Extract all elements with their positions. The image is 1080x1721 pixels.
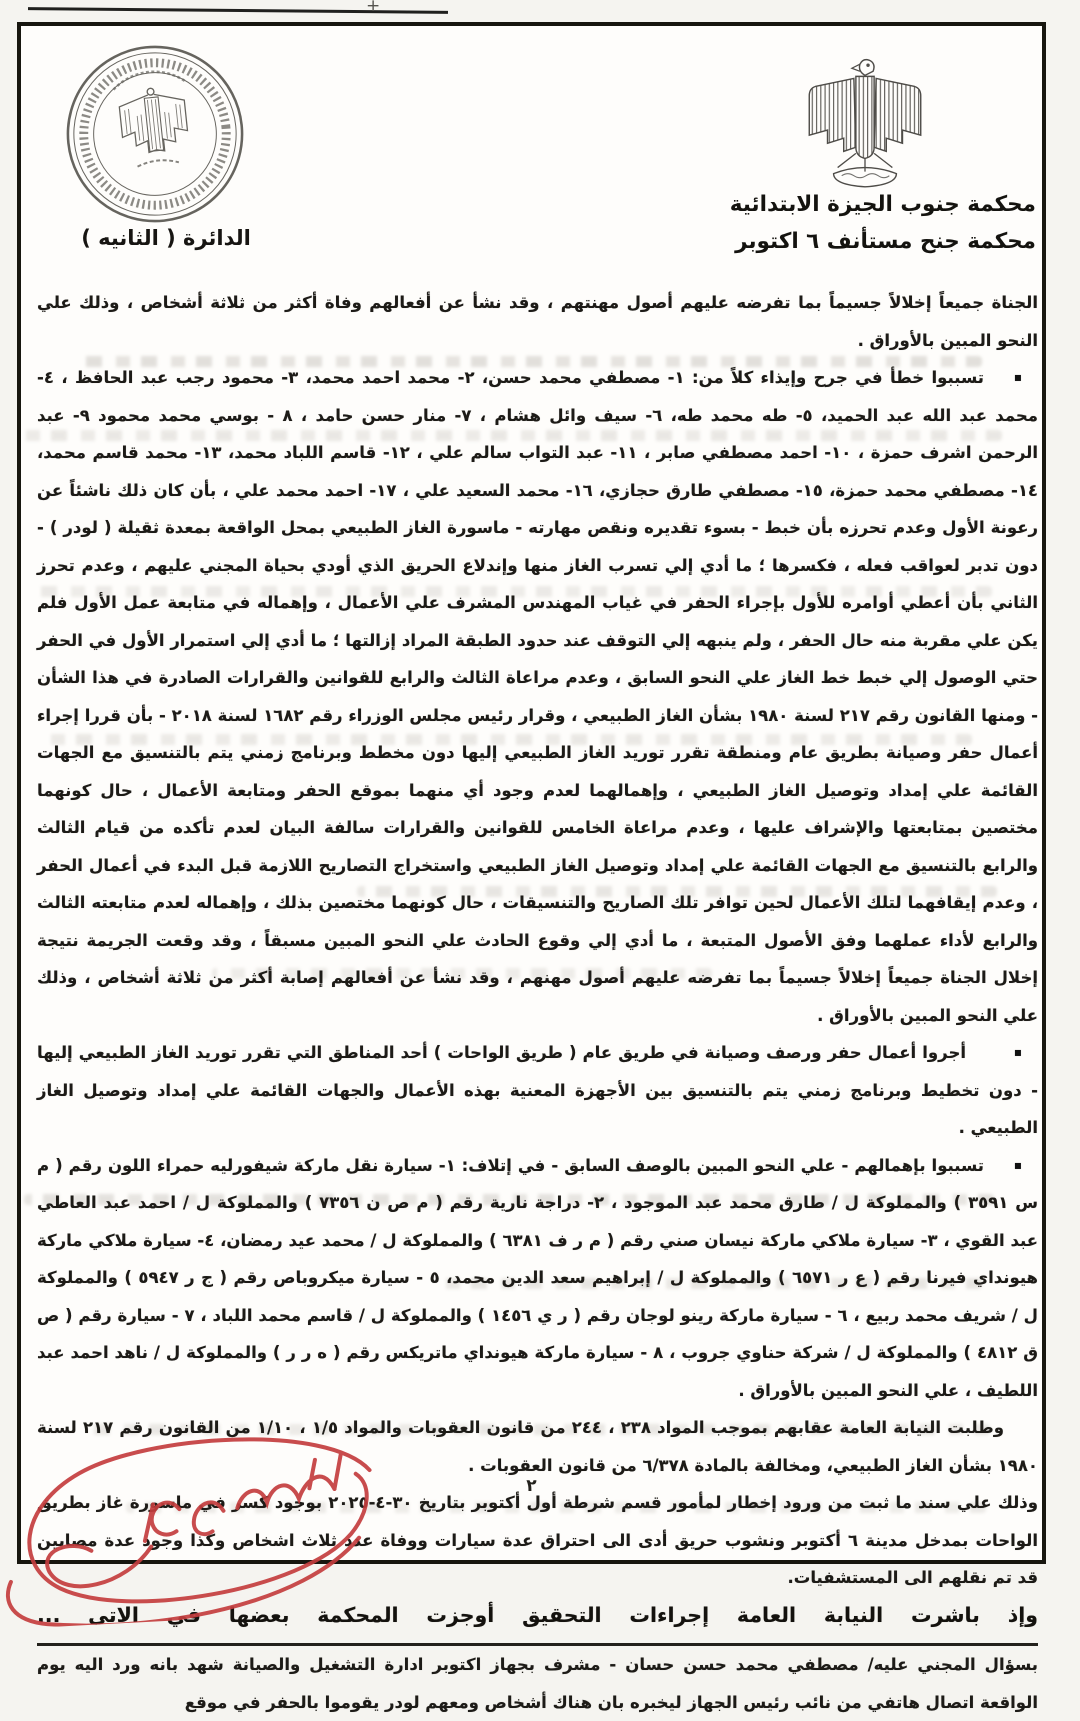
paragraph-text: أجروا أعمال حفر ورصف وصيانة في طريق عام ( طريق الواحات ) أحد المناطق التي تقرر توريد الغاز الطبيعي إليها - دون تخطيط وبرنامج زمني يتم بالتنسيق بين الأجهزة المعنية بهذه الأعمال والجهات القائمة علي إمداد وتوصيل الغاز الطبيعي .: [37, 1043, 1038, 1137]
paragraph-text: تسببوا خطأ في جرح وإيذاء كلاً من: ١- مصطفي محمد حسن، ٢- محمد احمد محمد، ٣- محمود رجب عبد الحافظ ، ٤- محمد عبد الله عبد الحميد، ٥- طه محمد طه، ٦- سيف وائل هشام ، ٧- منار حسن حامد ، ٨ - بوسي محمد محمود ٩- عبد الرحمن اشرف حمزة ، ١٠- احمد مصطفي صابر ، ١١- عبد التواب سالم علي ، ١٢- قاسم اللباد محمد، ١٣- محمد قاسم محمد، ١٤- مصطفي محمد حمزة، ١٥- مصطفي طارق حجازي، ١٦- محمد السعيد علي ، ١٧- احمد محمد علي ، بأن كان ذلك ناشئاً عن رعونة الأول وعدم تحرزه بأن خبط - بسوء تقديره ونقص مهارته - ماسورة الغاز الطبيعي بمحل الواقعة بمعدة ثقيلة ( لودر ) - دون تدبر لعواقب فعله ، فكسرها ؛ ما أدي إلي تسرب الغاز منها وإندلاع الحريق الذي أودي بحياة المجني عليهم ، وعدم تحرز الثاني بأن أعطي أوامره للأول بإجراء الحفر في غياب المهندس المشرف علي الأعمال ، وإهماله في متابعة عمل الأول فلم يكن علي مقربة منه حال الحفر ، ولم ينبهه إلي التوقف عند حدود الطبقة المراد إزالتها ؛ ما أدي إلي استمرار الأول في الحفر حتي الوصول إلي خبط خط الغاز علي النحو السابق ، وعدم مراعاة الثالث والرابع للقوانين والقرارات الصادرة في هذا الشأن - ومنها القانون رقم ٢١٧ لسنة ١٩٨٠ بشأن الغاز الطبيعي ، وقرار رئيس مجلس الوزراء رقم ١٦٨٢ لسنة ٢٠١٨ - بأن قررا إجراء أعمال حفر وصيانة بطريق عام ومنطقة تقرر توريد الغاز الطبيعي إليها دون مخطط وبرنامج زمني يتم بالتنسيق مع الجهات القائمة علي إمداد وتوصيل الغاز الطبيعي ، وإهمالهما لعدم وجود أي منهما بموقع الحفر ومتابعة الأعمال ، حال كونهما مختصين بمتابعتها والإشراف عليها ، وعدم مراعاة الخامس للقوانين والقرارات سالفة البيان لعدم تأكده من قيام الثالث والرابع بالتنسيق مع الجهات القائمة علي إمداد وتوصيل الغاز الطبيعي واستخراج التصاريح اللازمة قبل البدء في أعمال الحفر ، وعدم إيقافهما لتلك الأعمال لحين توافر تلك الصاريح والتنسيقات ، حال كونهما مختصين بذلك ، وإهماله لعدم متابعته الثالث والرابع لأداء عملهما وفق الأصول المتبعة ، ما أدي إلي وقوع الحادث علي النحو المبين مسبقاً ، وقد وقعت الجريمة نتيجة إخلال الجناة جميعاً إخلالاً جسيماً بما تفرضه عليهم أصول مهنهم ، وقد نشأ عن أفعالهم إصابة أكثر من ثلاثة أشخاص ، وذلك علي النحو المبين بالأوراق .: [37, 368, 1039, 1025]
egypt-eagle-emblem-icon: [789, 54, 941, 196]
page-border-frame: [17, 22, 1046, 1712]
investigation-section-heading: وإذ باشرت النيابة العامة إجراءات التحقيق أوجزت المحكمة بعضها في الاتى ...: [37, 1597, 1038, 1647]
paragraph-text: وطلبت النيابة العامة عقابهم بموجب المواد ٢٣٨ ، ٢٤٤ من قانون العقوبات والمواد ١/٥ ، ١/١٠ من القانون رقم ٢١٧ لسنة ١٩٨٠ بشأن الغاز الطبيعي، ومخالفة بالمادة ٦/٣٧٨ من قانون العقوبات .: [37, 1418, 1038, 1475]
bullet-square-icon: ▪: [1013, 370, 1022, 384]
scan-edge-artifact: [28, 7, 448, 14]
court-name-primary: محكمة جنوب الجيزة الابتدائية: [729, 192, 1036, 217]
court-header-block: [730, 186, 1036, 260]
continuation-paragraph: [37, 284, 1038, 359]
scan-plus-artifact: +: [366, 0, 381, 16]
circuit-label: الدائرة ( الثانيه ): [81, 226, 251, 250]
testimony-paragraph: [37, 1646, 1038, 1721]
charge-property-damage-paragraph: [37, 1147, 1038, 1410]
bullet-square-icon: ▪: [1013, 1157, 1022, 1172]
page-number: ٢: [526, 1476, 537, 1496]
handwritten-signature: [0, 1414, 405, 1630]
court-name-appeal: محكمة جنح مستأنف ٦ اكتوبر: [735, 229, 1036, 254]
charge-injury-paragraph: [37, 359, 1038, 1034]
bullet-square-icon: ▪: [1013, 1045, 1022, 1059]
paragraph-text: وذلك علي سند ما ثبت من ورود إخطار لمأمور قسم شرطة أول أكتوبر بتاريخ ٣٠-٤-٢٠٢٥ بوجود كسر في ماسورة غاز بطريق الواحات بمدخل مدينة ٦ أكتوبر ونشوب حريق أدى الى احتراق عدة سيارات ووفاة عدد ثلاث اشخاص وكذا وجود عدة مصابين قد تم نقلهم الى المستشفيات.: [37, 1493, 1038, 1587]
charge-excavation-paragraph: [37, 1034, 1038, 1147]
paragraph-text: الجناة جميعاً إخلالاً جسيماً بما تفرضه عليهم أصول مهنتهم ، وقد نشأ عن أفعالهم وفاة أكثر من ثلاثة أشخاص ، وذلك علي النحو المبين بالأوراق .: [37, 293, 1038, 350]
court-seal-stamp-icon: [52, 31, 259, 238]
paragraph-text: بسؤال المجني عليه/ مصطفي محمد حسن حسان - مشرف بجهاز اكتوبر ادارة التشغيل والصيانة شهد بانه ورد اليه يوم الواقعة اتصال هاتفي من نائب رئيس الجهاز ليخبره بان هناك أشخاص ومعهم لودر يقوموا بالحفر في موقع: [37, 1655, 1038, 1712]
paragraph-text: تسببوا بإهمالهم - علي النحو المبين بالوصف السابق - في إتلاف: ١- سيارة نقل ماركة شيفورليه حمراء اللون رقم ( م س ٣٥٩١ ) والمملوكة ل / طارق محمد عبد الموجود ، ٢- دراجة نارية رقم ( م ص ن ٧٣٥٦ ) والمملوكة ل / احمد عبد العاطي عبد القوي ، ٣- سيارة ملاكي ماركة نيسان صني رقم ( م ر ف ٦٣٨١ ) والمملوكة ل / محمد عيد رمضان، ٤- سيارة ملاكي ماركة هيونداي فيرنا رقم ( ع ر ٦٥٧١ ) والمملوكة ل / إبراهيم سعد الدين محمد، ٥ - سيارة ميكروباص رقم ( ج ر ٥٩٤٧ ) والمملوكة ل / شريف محمد ربيع ، ٦ - سيارة ماركة رينو لوجان رقم ( ر ي ١٤٥٦ ) والمملوكة ل / قاسم محمد اللباد ، ٧ - سيارة رقم ( ص ق ٤٨١٢ ) والمملوكة ل / شركة حناوي جروب ، ٨ - سيارة ماركة هيونداي ماتريكس رقم ( ه ر ر ) والمملوكة ل / ناهد احمد عبد اللطيف ، علي النحو المبين بالأوراق .: [37, 1155, 1038, 1400]
